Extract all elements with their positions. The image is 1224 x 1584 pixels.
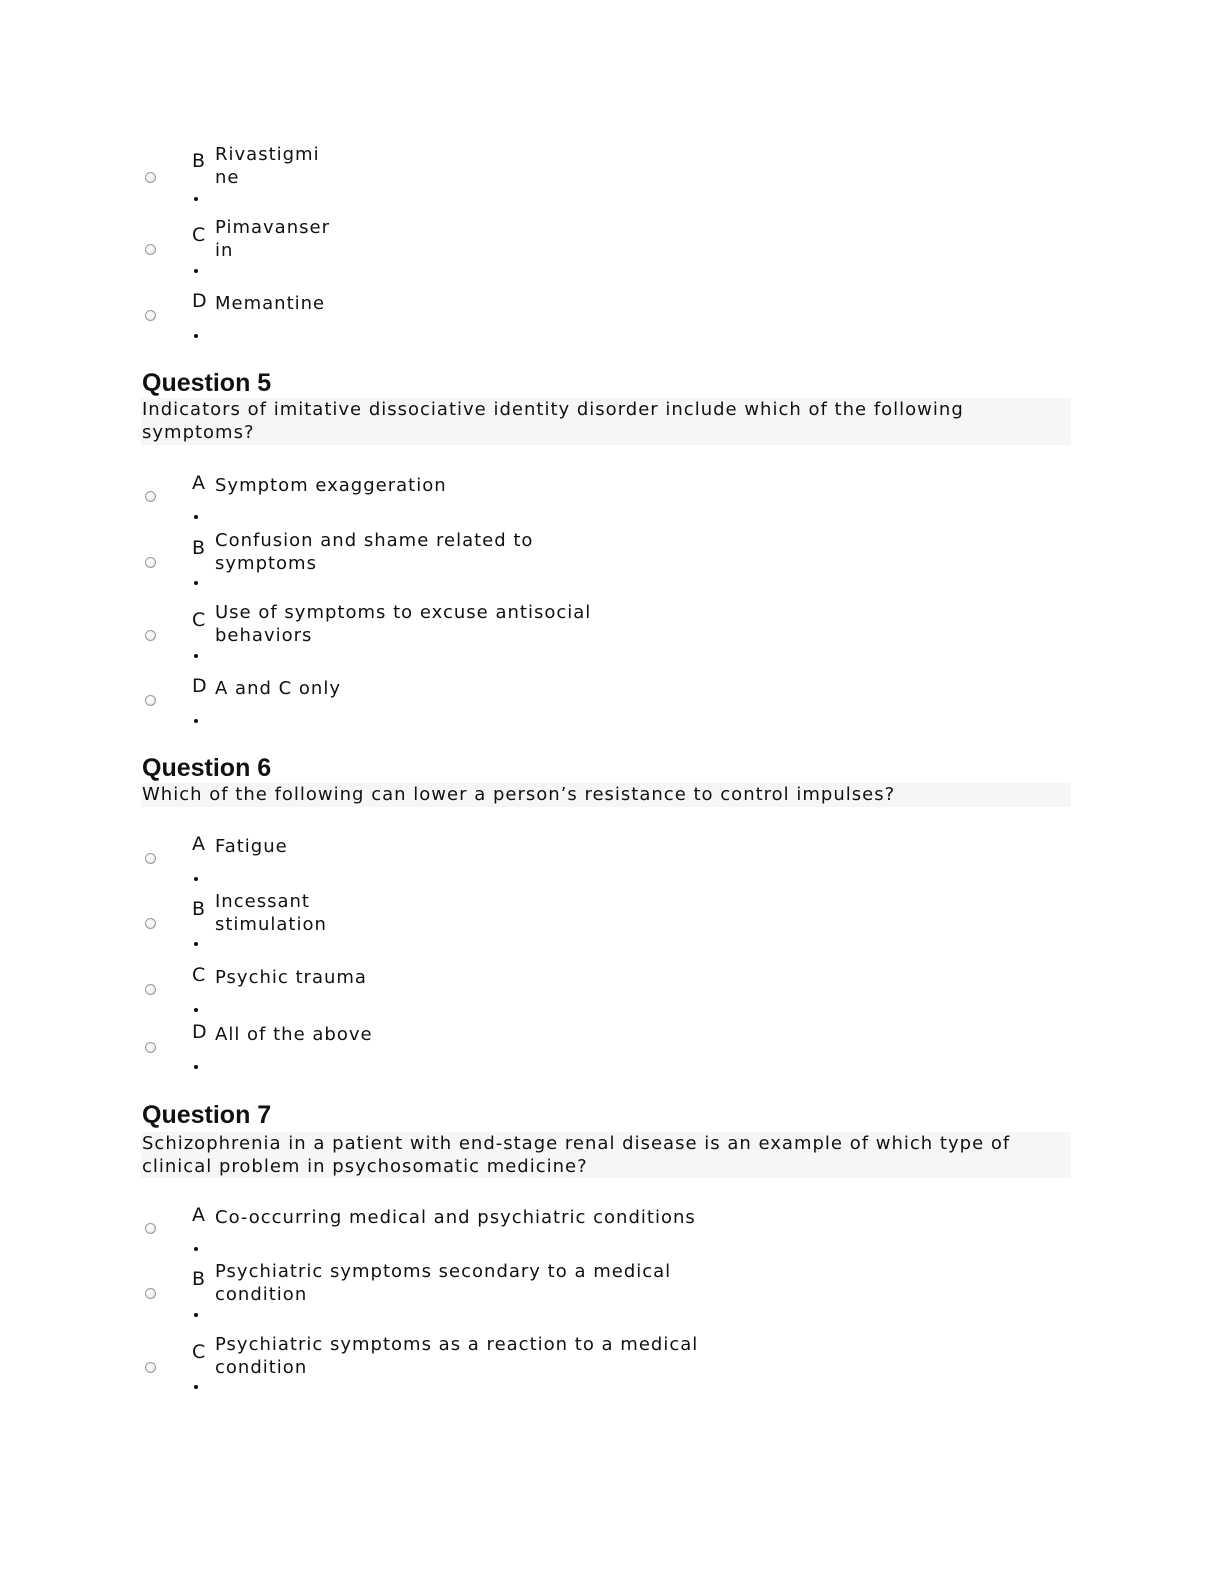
bullet-dot	[194, 1385, 198, 1389]
radio-button[interactable]	[145, 695, 156, 706]
question-title: Question 7	[142, 1101, 272, 1129]
option-text: Use of symptoms to excuse antisocial behaviors	[215, 602, 592, 646]
option-letter: A	[192, 472, 205, 494]
option-text: Psychic trauma	[215, 967, 367, 988]
question-text: Which of the following can lower a person’s resistance to control impulses?	[141, 783, 1071, 807]
option-text: A and C only	[215, 678, 341, 699]
radio-button[interactable]	[145, 310, 156, 321]
bullet-dot	[194, 269, 198, 273]
question-text: Indicators of imitative dissociative identity disorder include which of the following symptoms?	[141, 398, 1071, 445]
bullet-dot	[194, 1247, 198, 1251]
radio-button[interactable]	[145, 172, 156, 183]
radio-button[interactable]	[145, 1223, 156, 1234]
option-letter: B	[192, 1268, 206, 1290]
radio-button[interactable]	[145, 1362, 156, 1373]
radio-button[interactable]	[145, 1042, 156, 1053]
option-letter: A	[192, 1204, 205, 1226]
bullet-dot	[194, 515, 198, 519]
option-text: Symptom exaggeration	[215, 475, 447, 496]
option-letter: D	[192, 290, 207, 312]
bullet-dot	[194, 942, 198, 946]
option-letter: B	[192, 150, 206, 172]
bullet-dot	[194, 719, 198, 723]
option-letter: C	[192, 1341, 206, 1363]
option-text: Co-occurring medical and psychiatric conditions	[215, 1207, 696, 1228]
option-letter: D	[192, 675, 207, 697]
radio-button[interactable]	[145, 491, 156, 502]
radio-button[interactable]	[145, 1288, 156, 1299]
bullet-dot	[194, 654, 198, 658]
radio-button[interactable]	[145, 984, 156, 995]
option-text: All of the above	[215, 1024, 373, 1045]
question-title: Question 5	[142, 369, 272, 397]
bullet-dot	[194, 877, 198, 881]
question-text: Schizophrenia in a patient with end-stage renal disease is an example of which type of clinical problem in psychosomatic medicine?	[141, 1132, 1071, 1178]
option-text: Incessant stimulation	[215, 891, 327, 935]
option-letter: D	[192, 1021, 207, 1043]
option-letter: B	[192, 898, 206, 920]
option-letter: A	[192, 833, 205, 855]
option-letter: C	[192, 224, 206, 246]
bullet-dot	[194, 334, 198, 338]
option-text: Rivastigmi ne	[215, 144, 320, 188]
bullet-dot	[194, 1313, 198, 1317]
bullet-dot	[194, 197, 198, 201]
radio-button[interactable]	[145, 244, 156, 255]
option-text: Fatigue	[215, 836, 288, 857]
bullet-dot	[194, 1065, 198, 1069]
option-text: Psychiatric symptoms secondary to a medical condition	[215, 1261, 672, 1305]
radio-button[interactable]	[145, 557, 156, 568]
option-letter: C	[192, 609, 206, 631]
radio-button[interactable]	[145, 918, 156, 929]
bullet-dot	[194, 581, 198, 585]
radio-button[interactable]	[145, 853, 156, 864]
option-text: Pimavanser in	[215, 217, 330, 261]
option-letter: B	[192, 537, 206, 559]
radio-button[interactable]	[145, 630, 156, 641]
option-text: Confusion and shame related to symptoms	[215, 530, 534, 574]
option-text: Memantine	[215, 293, 326, 314]
option-text: Psychiatric symptoms as a reaction to a medical condition	[215, 1334, 699, 1378]
option-letter: C	[192, 964, 206, 986]
bullet-dot	[194, 1008, 198, 1012]
question-title: Question 6	[142, 754, 272, 782]
